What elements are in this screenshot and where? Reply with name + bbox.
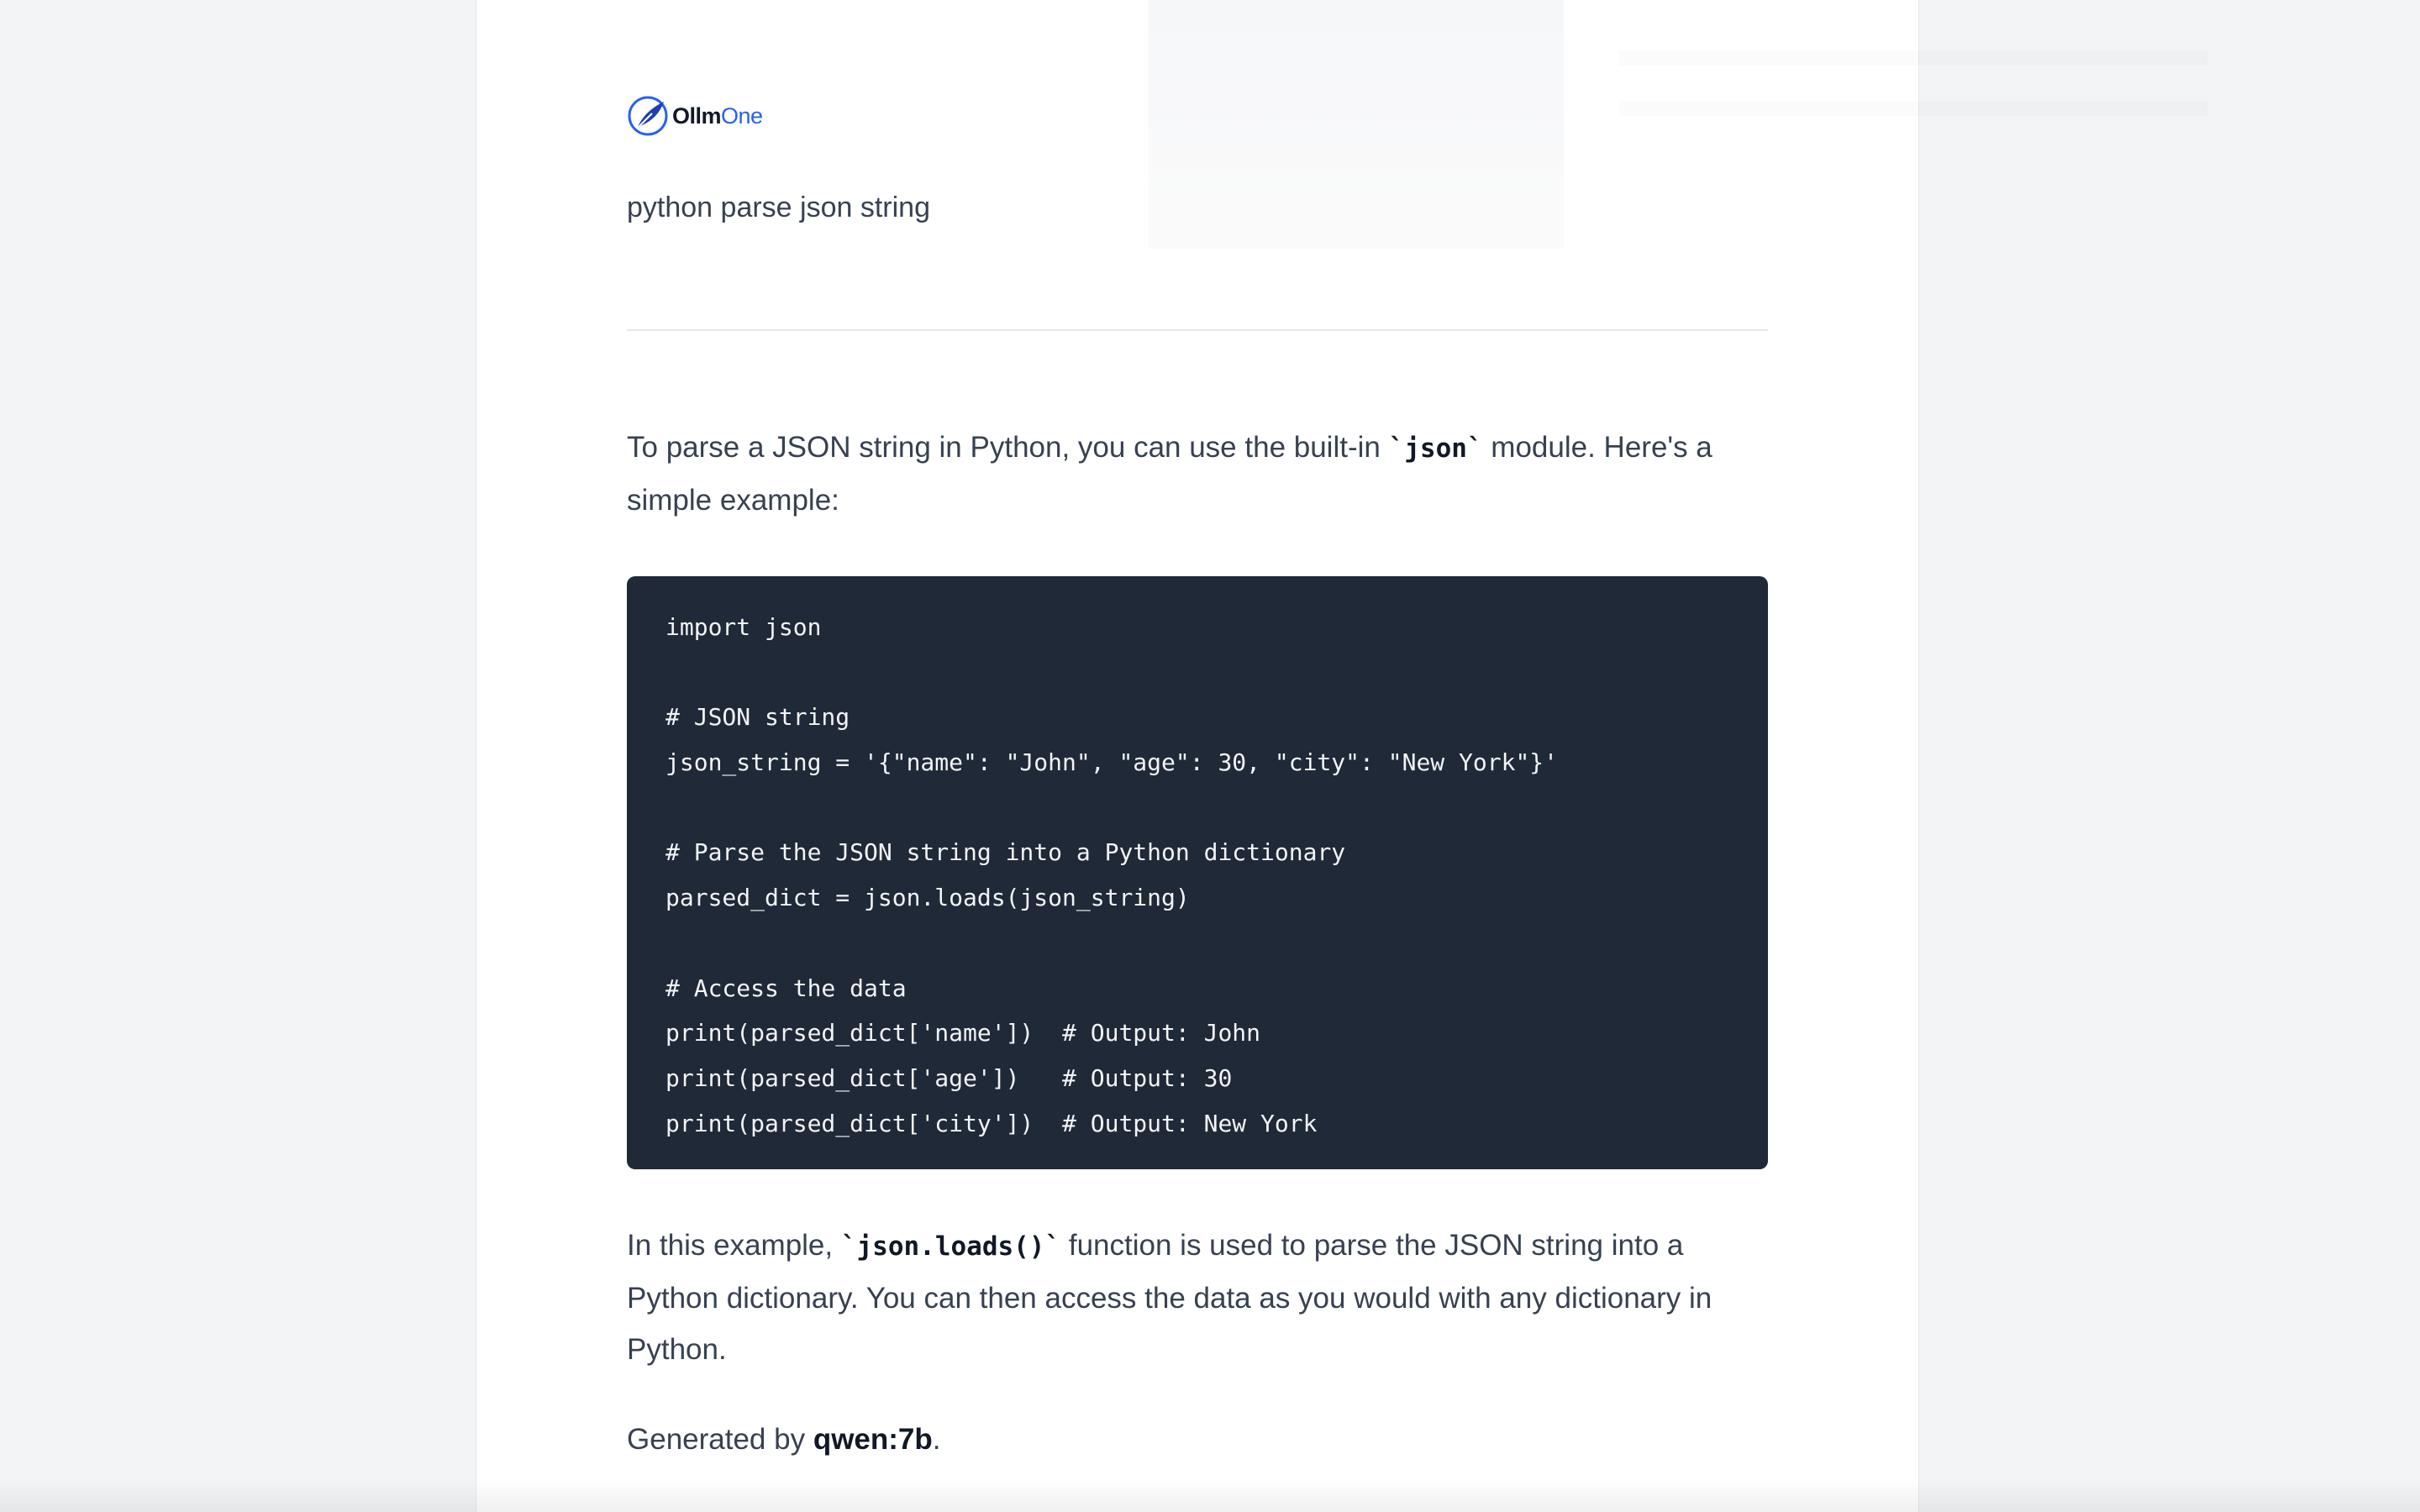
code-line: print(parsed_dict['name']) # Output: John xyxy=(666,1019,1261,1047)
code-line: json_string = '{"name": "John", "age": 30, "city": "New York"}' xyxy=(666,748,1559,777)
generated-suffix: . xyxy=(932,1423,941,1456)
brand-name xyxy=(672,103,763,129)
code-line: parsed_dict = json.loads(json_string) xyxy=(666,884,1190,912)
generated-prefix: Generated by xyxy=(627,1423,813,1456)
bottom-shadow xyxy=(0,1478,2420,1512)
code-line: # JSON string xyxy=(666,703,850,732)
code-block[interactable] xyxy=(627,576,1768,1169)
generated-by-line xyxy=(627,1414,1768,1465)
intro-text-before: To parse a JSON string in Python, you can use the built-in xyxy=(627,431,1389,464)
query-text: python parse json string xyxy=(627,192,930,223)
background-image xyxy=(1149,0,1564,249)
code-line xyxy=(666,650,1729,696)
model-name: qwen:7b xyxy=(813,1423,933,1456)
inline-code-json-loads: `json.loads()` xyxy=(840,1231,1061,1262)
code-line: import json xyxy=(666,613,822,641)
feather-icon xyxy=(627,95,669,137)
background-text xyxy=(1619,50,2207,126)
brand-name-part1: Ollm xyxy=(672,102,722,129)
code-line: # Access the data xyxy=(666,974,907,1002)
code-line: print(parsed_dict['age']) # Output: 30 xyxy=(666,1063,1233,1092)
intro-text-after: module. Here's a simple example: xyxy=(627,431,1712,517)
code-line xyxy=(666,785,1729,831)
intro-paragraph xyxy=(627,422,1768,526)
brand-logo[interactable] xyxy=(627,94,763,138)
inline-code-json: `json` xyxy=(1388,433,1483,464)
divider xyxy=(627,329,1768,331)
code-line xyxy=(666,921,1729,966)
explanation-paragraph xyxy=(627,1220,1768,1375)
explain-text-before: In this example, xyxy=(627,1229,841,1262)
brand-name-part2: One xyxy=(721,102,763,129)
explain-text-after: function is used to parse the JSON string into a Python dictionary. You can then access the data as you would with any dictionary in Python. xyxy=(627,1229,1712,1366)
code-line: # Parse the JSON string into a Python dictionary xyxy=(666,838,1346,867)
code-line: print(parsed_dict['city']) # Output: New York xyxy=(666,1109,1318,1137)
